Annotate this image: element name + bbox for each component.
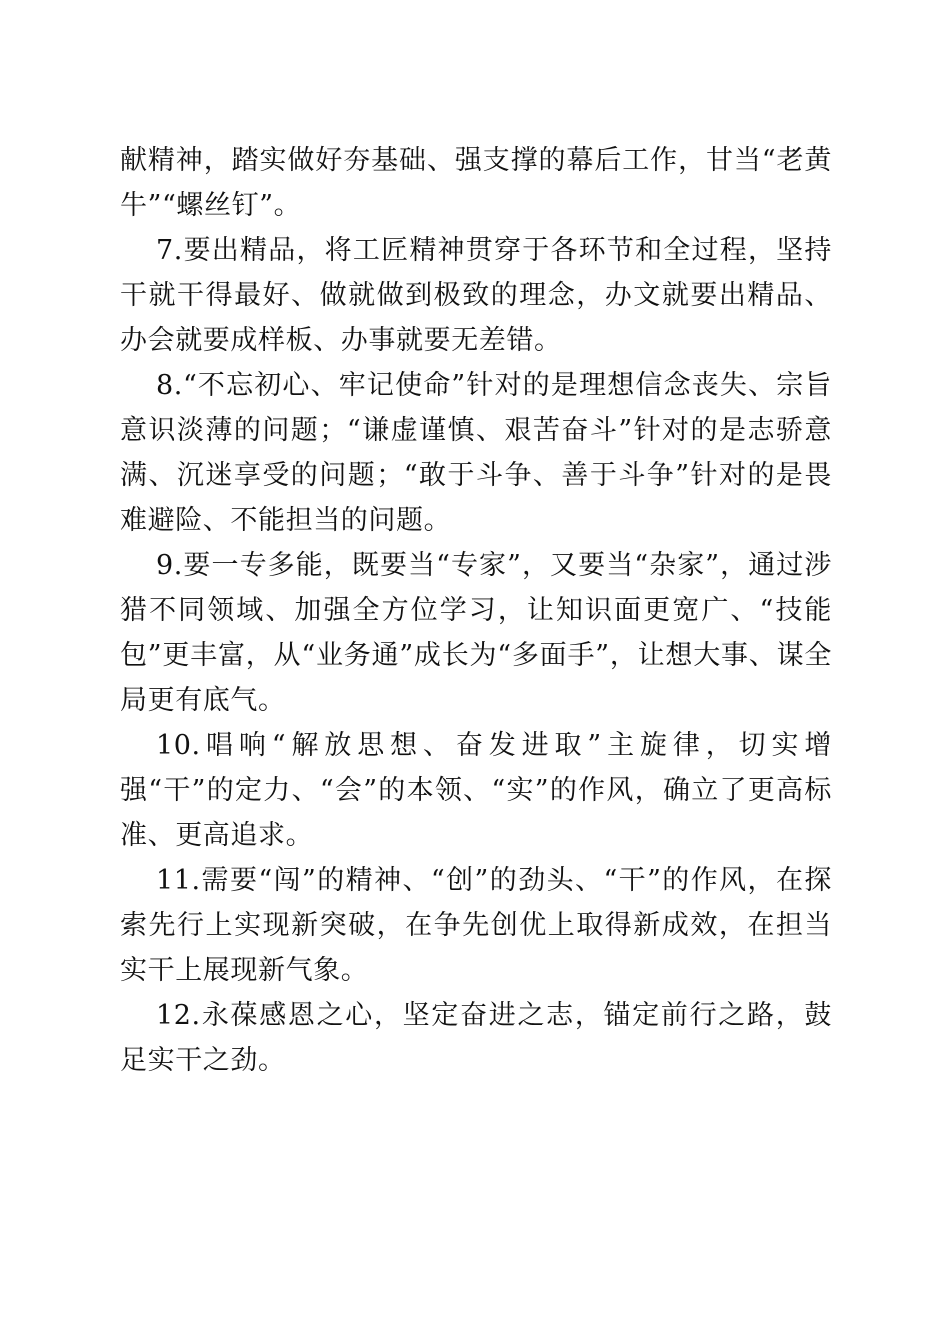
paragraph-item-10: 10.唱响“解放思想、奋发进取”主旋律，切实增强“干”的定力、“会”的本领、“实”的作风，确立了更高标准、更高追求。	[120, 730, 832, 851]
paragraph-item-7: 7.要出精品，将工匠精神贯穿于各环节和全过程，坚持干就干得最好、做就做到极致的理念，办文就要出精品、办会就要成样板、办事就要无差错。	[120, 235, 832, 356]
paragraph-item-12: 12.永葆感恩之心，坚定奋进之志，锚定前行之路，鼓足实干之劲。	[120, 1000, 832, 1076]
paragraph-item-9: 9.要一专多能，既要当“专家”，又要当“杂家”，通过涉猎不同领域、加强全方位学习，让知识面更宽广、“技能包”更丰富，从“业务通”成长为“多面手”，让想大事、谋全局更有底气。	[120, 550, 832, 716]
document-body	[120, 138, 832, 1083]
paragraph-continuation: 献精神，踏实做好夯基础、强支撑的幕后工作，甘当“老黄牛”“螺丝钉”。	[120, 145, 832, 221]
paragraph-item-11: 11.需要“闯”的精神、“创”的劲头、“干”的作风，在探索先行上实现新突破，在争先创优上取得新成效，在担当实干上展现新气象。	[120, 865, 832, 986]
paragraph-item-8: 8.“不忘初心、牢记使命”针对的是理想信念丧失、宗旨意识淡薄的问题；“谦虚谨慎、艰苦奋斗”针对的是志骄意满、沉迷享受的问题；“敢于斗争、善于斗争”针对的是畏难避险、不能担当的问题。	[120, 370, 832, 536]
